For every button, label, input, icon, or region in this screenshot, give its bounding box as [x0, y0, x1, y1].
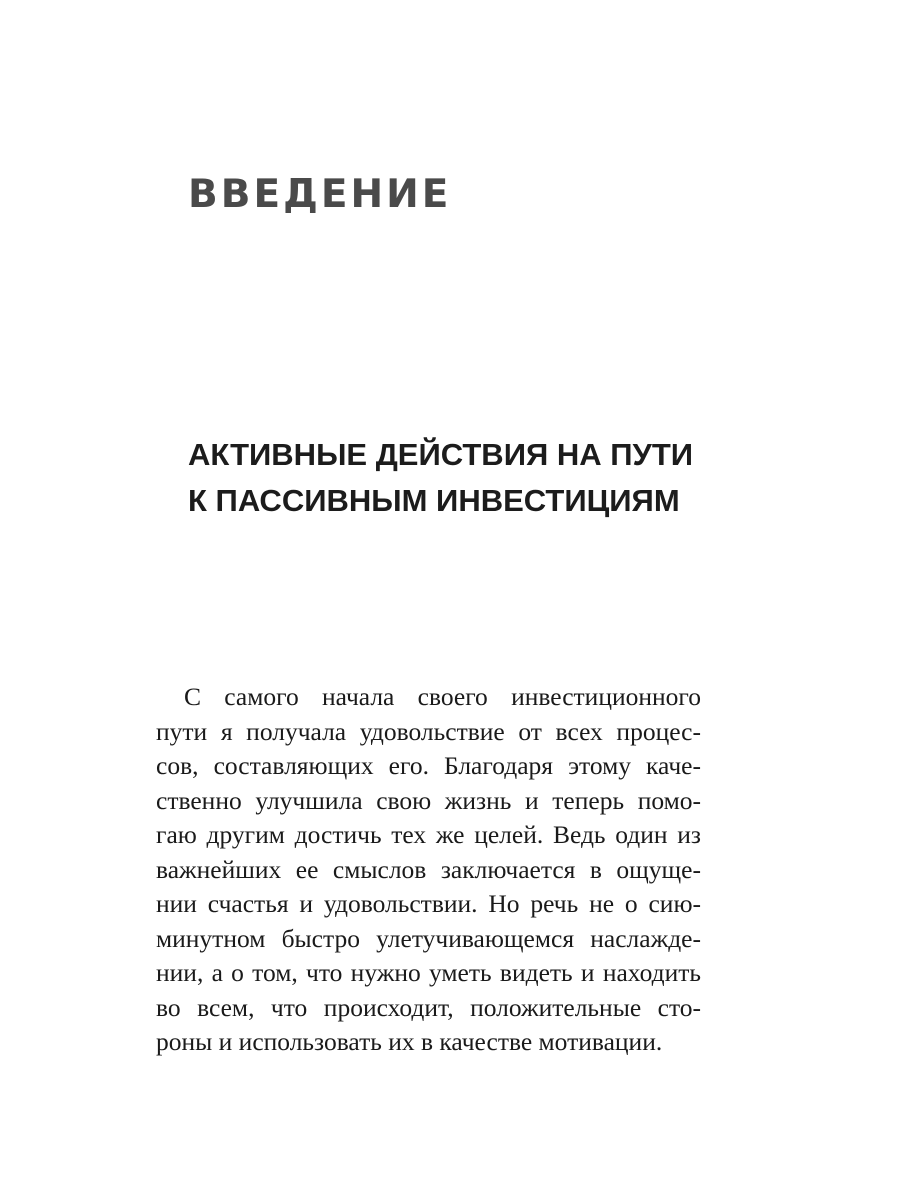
paragraph-line: нии, а о том, что нужно уметь видеть и находить: [156, 958, 701, 987]
body-paragraph: [156, 680, 701, 1060]
section-title-line: К ПАССИВНЫМ ИНВЕСТИЦИЯМ: [188, 483, 680, 518]
paragraph-line: роны и использовать их в качестве мотивации.: [156, 1027, 663, 1056]
paragraph-line: сов, составляющих его. Благодаря этому каче-: [156, 751, 701, 780]
chapter-title: ВВЕДЕНИЕ: [188, 172, 452, 217]
paragraph-line: пути я получала удовольствие от всех процес-: [156, 716, 701, 746]
section-title: [188, 432, 693, 524]
paragraph-line: минутном быстро улетучивающемся наслажде-: [156, 923, 701, 953]
paragraph-line: гаю другим достичь тех же целей. Ведь один из: [156, 820, 701, 849]
paragraph-line: во всем, что происходит, положительные сто-: [156, 992, 701, 1022]
paragraph-line: нии счастья и удовольствии. Но речь не о сию-: [156, 889, 701, 918]
paragraph-line: С самого начала своего инвестиционного: [184, 682, 701, 711]
paragraph-line: важнейших ее смыслов заключается в ощуще-: [156, 854, 701, 884]
paragraph-line: ственно улучшила свою жизнь и теперь помо-: [156, 785, 701, 815]
section-title-line: АКТИВНЫЕ ДЕЙСТВИЯ НА ПУТИ: [188, 437, 694, 472]
